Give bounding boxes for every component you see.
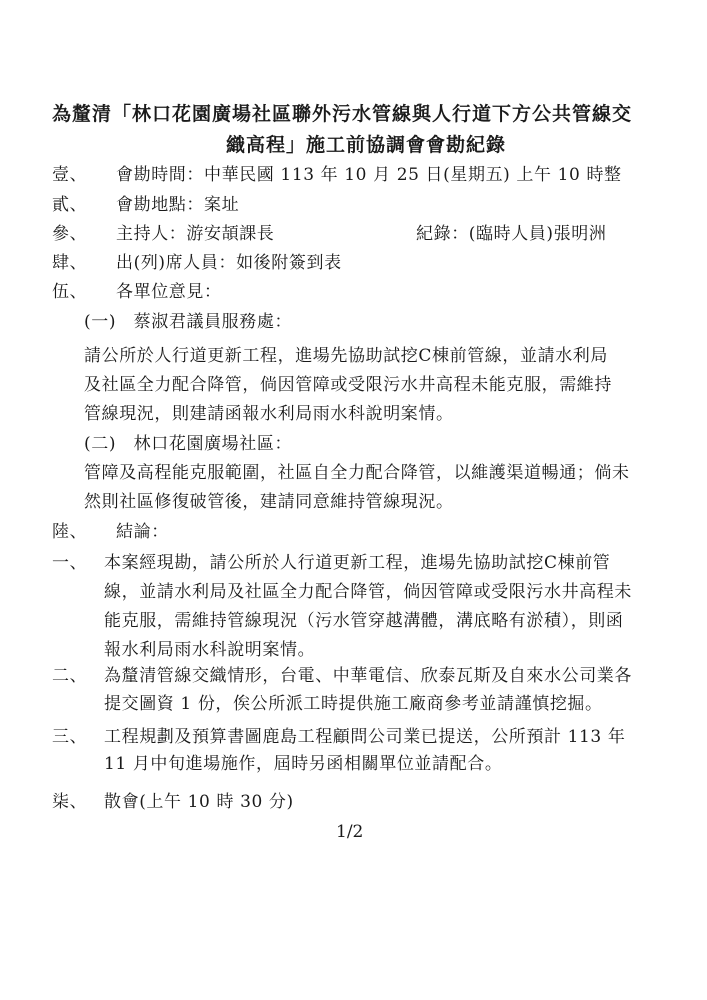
opinion-2-text: 然則社區修復破管後，建請同意維持管線現況。: [84, 492, 454, 512]
conclusion-number: 一、: [52, 553, 88, 573]
conclusion-number: 三、: [52, 727, 88, 747]
document-title-line-1: 為釐清「林口花園廣場社區聯外污水管線與人行道下方公共管線交: [52, 103, 633, 125]
item-number: 壹、: [52, 165, 88, 185]
conclusion-1-text: 報水利局雨水科說明案情。: [104, 640, 316, 660]
opinions-heading: 各單位意見：: [116, 282, 222, 302]
item-number: 肆、: [52, 253, 88, 273]
opinion-1-heading: (一) 蔡淑君議員服務處：: [84, 312, 293, 332]
opinion-1-text: 請公所於人行道更新工程，進場先協助試挖C棟前管線，並請水利局: [84, 346, 609, 366]
item-number: 參、: [52, 224, 88, 244]
conclusion-1-text: 本案經現勘，請公所於人行道更新工程，進場先協助試挖C棟前管: [104, 553, 611, 573]
item-number: 貳、: [52, 195, 88, 215]
attendees: 出(列)席人員：如後附簽到表: [116, 253, 342, 273]
meeting-host: 主持人：游安頡課長: [116, 224, 275, 244]
item-number: 陸、: [52, 522, 88, 542]
opinion-2-text: 管障及高程能克服範圍，社區自全力配合降管，以維護渠道暢通；倘未: [84, 463, 630, 483]
item-number: 柒、: [52, 792, 88, 812]
page-number: 1/2: [336, 822, 364, 842]
document-title-line-2: 織高程」施工前協調會會勘紀錄: [226, 134, 507, 156]
conclusion-2-text: 提交圖資 1 份，俟公所派工時提供施工廠商參考並請謹慎挖掘。: [104, 694, 603, 714]
opinion-1-text: 管線現況，則建請函報水利局雨水科說明案情。: [84, 404, 454, 424]
conclusion-1-text: 能克服，需維持管線現況（污水管穿越溝體，溝底略有淤積），則函: [104, 611, 624, 631]
item-number: 伍、: [52, 282, 88, 302]
conclusion-3-text: 11 月中旬進場施作，屆時另函相關單位並請配合。: [104, 754, 503, 774]
conclusions-heading: 結論：: [116, 522, 169, 542]
meeting-adjourned: 散會(上午 10 時 30 分): [104, 792, 294, 812]
meeting-time: 會勘時間：中華民國 113 年 10 月 25 日(星期五) 上午 10 時整: [116, 165, 622, 185]
meeting-location: 會勘地點：案址: [116, 195, 240, 215]
opinion-1-text: 及社區全力配合降管，倘因管障或受限污水井高程未能克服，需維持: [84, 375, 612, 395]
conclusion-1-text: 線，並請水利局及社區全力配合降管，倘因管障或受限污水井高程未: [104, 582, 632, 602]
meeting-recorder: 紀錄：(臨時人員)張明洲: [416, 224, 607, 244]
conclusion-number: 二、: [52, 666, 88, 686]
conclusion-2-text: 為釐清管線交織情形，台電、中華電信、欣泰瓦斯及自來水公司業各: [104, 666, 632, 686]
conclusion-3-text: 工程規劃及預算書圖鹿島工程顧問公司業已提送，公所預計 113 年: [104, 727, 626, 747]
opinion-2-heading: (二) 林口花園廣場社區：: [84, 434, 293, 454]
